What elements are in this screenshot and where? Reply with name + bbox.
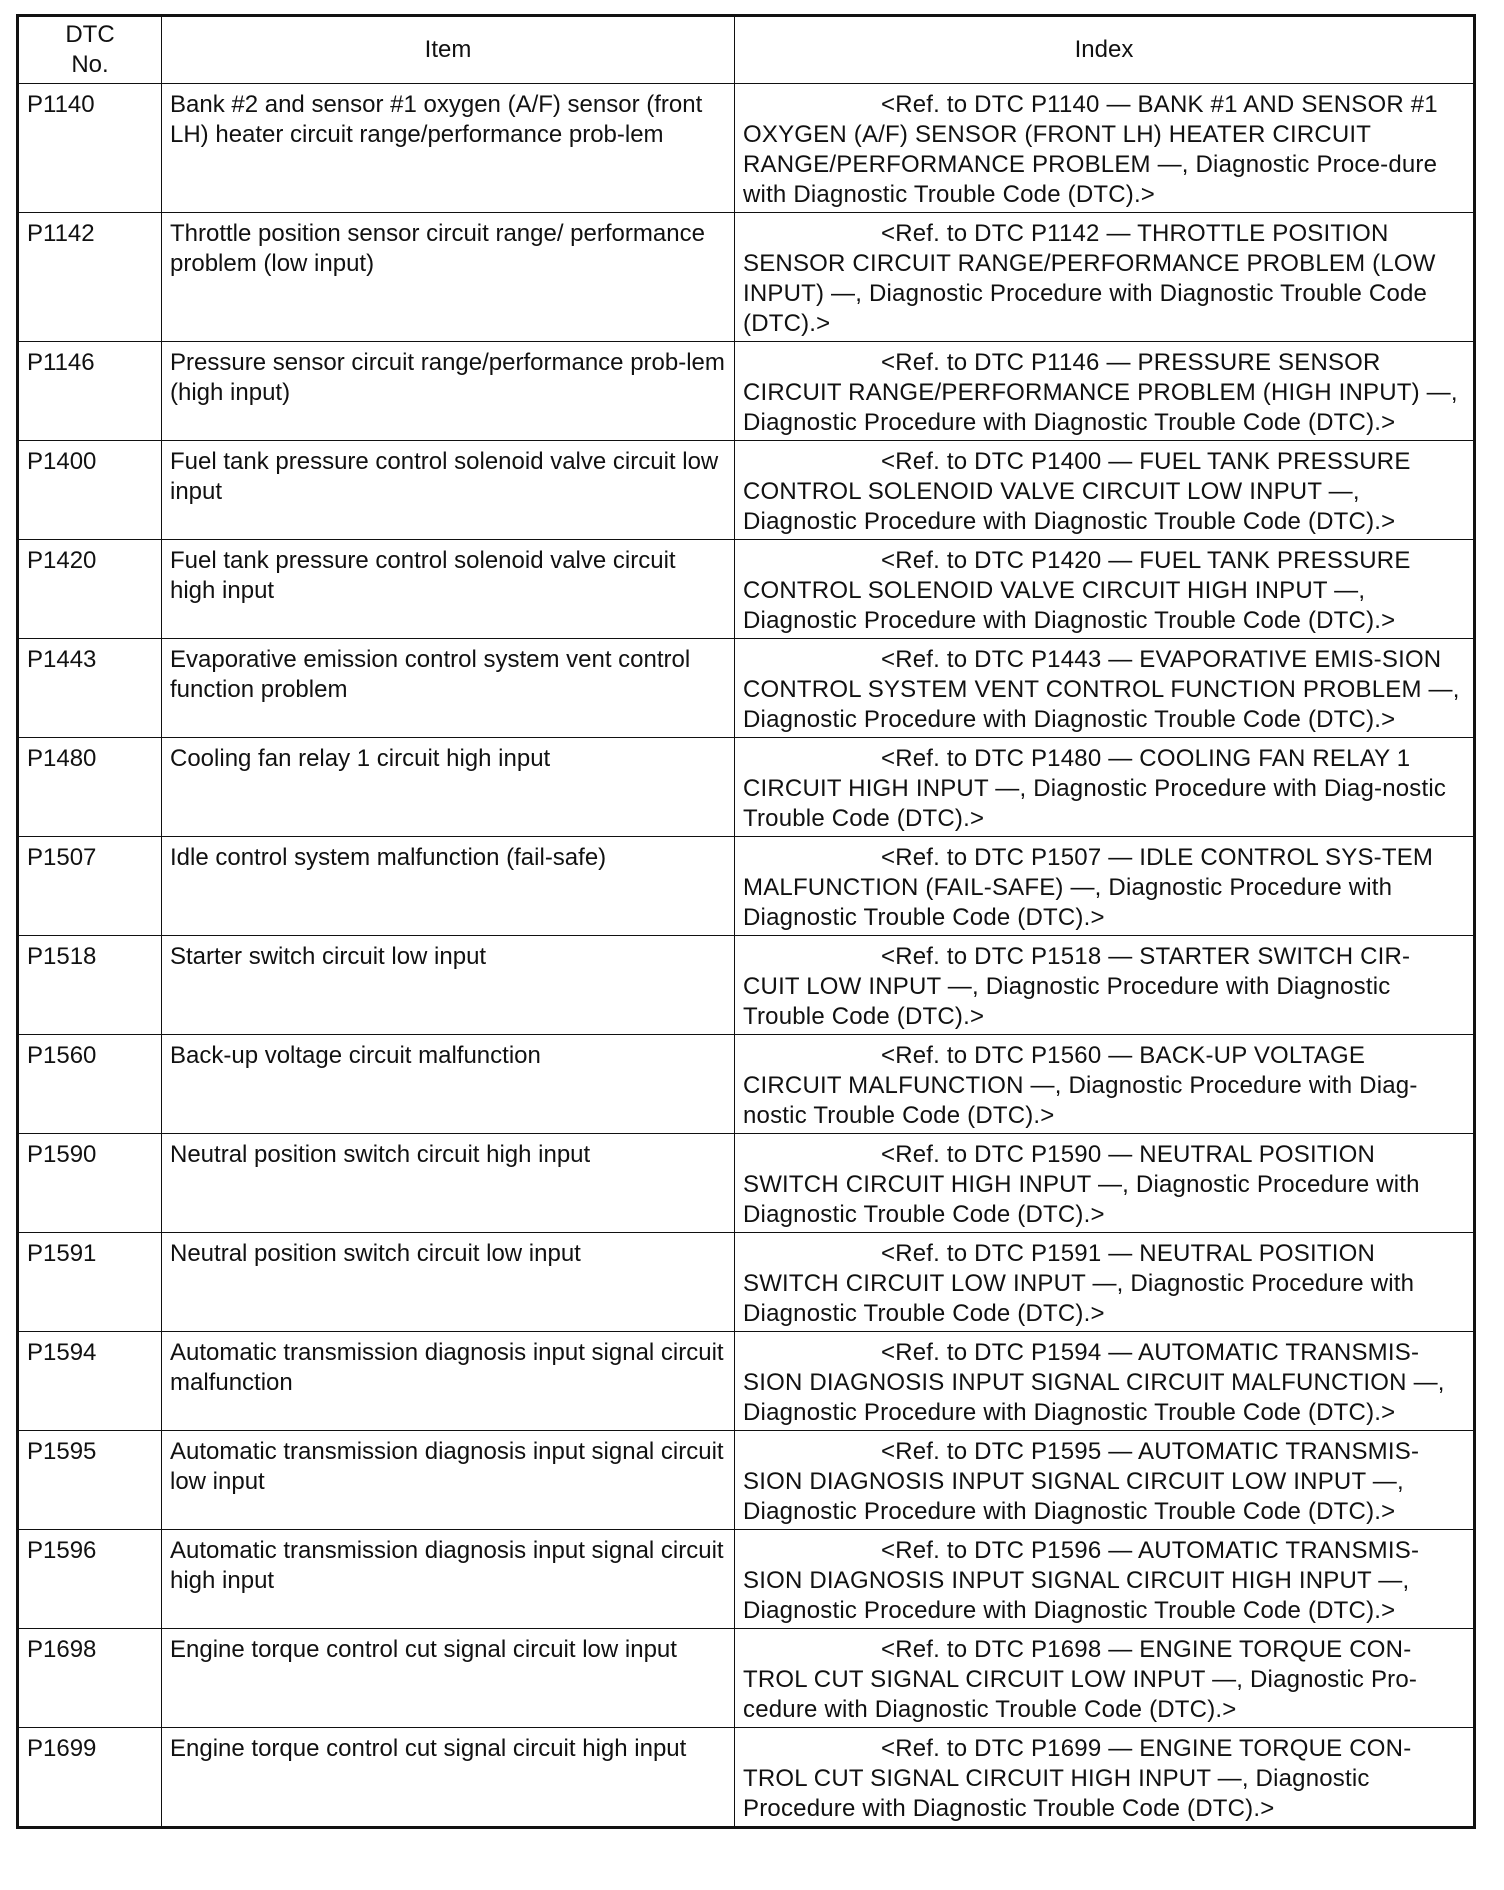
index-reference-cell: <Ref. to DTC P1698 — ENGINE TORQUE CON-TROL CUT SIGNAL CIRCUIT LOW INPUT —, Diagnostic Pro-cedure with Diagnostic Trouble Code (DTC).> <box>735 1629 1475 1728</box>
dtc-code-cell: P1518 <box>18 936 162 1035</box>
table-row <box>18 1233 1475 1332</box>
dtc-code-cell: P1480 <box>18 738 162 837</box>
item-description-cell: Fuel tank pressure control solenoid valve circuit high input <box>162 540 735 639</box>
index-reference-cell: <Ref. to DTC P1595 — AUTOMATIC TRANSMIS-SION DIAGNOSIS INPUT SIGNAL CIRCUIT LOW INPUT —, Diagnostic Procedure with Diagnostic Trouble Code (DTC).> <box>735 1431 1475 1530</box>
index-reference-cell: <Ref. to DTC P1140 — BANK #1 AND SENSOR #1 OXYGEN (A/F) SENSOR (FRONT LH) HEATER CIRCUIT RANGE/PERFORMANCE PROBLEM —, Diagnostic Proce-dure with Diagnostic Trouble Code (DTC).> <box>735 84 1475 213</box>
dtc-code-cell: P1595 <box>18 1431 162 1530</box>
table-row <box>18 1728 1475 1828</box>
index-reference-cell: <Ref. to DTC P1443 — EVAPORATIVE EMIS-SION CONTROL SYSTEM VENT CONTROL FUNCTION PROBLEM —, Diagnostic Procedure with Diagnostic Trouble Code (DTC).> <box>735 639 1475 738</box>
dtc-code-cell: P1594 <box>18 1332 162 1431</box>
item-description-cell: Neutral position switch circuit low input <box>162 1233 735 1332</box>
table-row <box>18 342 1475 441</box>
dtc-code-cell: P1698 <box>18 1629 162 1728</box>
dtc-code-cell: P1699 <box>18 1728 162 1828</box>
table-header <box>18 16 1475 84</box>
item-description-cell: Automatic transmission diagnosis input signal circuit low input <box>162 1431 735 1530</box>
item-description-cell: Fuel tank pressure control solenoid valve circuit low input <box>162 441 735 540</box>
index-reference-cell: <Ref. to DTC P1590 — NEUTRAL POSITION SWITCH CIRCUIT HIGH INPUT —, Diagnostic Procedure with Diagnostic Trouble Code (DTC).> <box>735 1134 1475 1233</box>
table-row <box>18 1431 1475 1530</box>
index-reference-cell: <Ref. to DTC P1480 — COOLING FAN RELAY 1 CIRCUIT HIGH INPUT —, Diagnostic Procedure with Diag-nostic Trouble Code (DTC).> <box>735 738 1475 837</box>
dtc-code-cell: P1560 <box>18 1035 162 1134</box>
table-row <box>18 1629 1475 1728</box>
dtc-code-cell: P1400 <box>18 441 162 540</box>
table-row <box>18 837 1475 936</box>
table-row <box>18 1530 1475 1629</box>
item-description-cell: Engine torque control cut signal circuit high input <box>162 1728 735 1828</box>
dtc-code-cell: P1591 <box>18 1233 162 1332</box>
dtc-code-cell: P1443 <box>18 639 162 738</box>
dtc-code-cell: P1590 <box>18 1134 162 1233</box>
index-reference-cell: <Ref. to DTC P1591 — NEUTRAL POSITION SWITCH CIRCUIT LOW INPUT —, Diagnostic Procedure with Diagnostic Trouble Code (DTC).> <box>735 1233 1475 1332</box>
table-row <box>18 738 1475 837</box>
index-reference-cell: <Ref. to DTC P1594 — AUTOMATIC TRANSMIS-SION DIAGNOSIS INPUT SIGNAL CIRCUIT MALFUNCTION —, Diagnostic Procedure with Diagnostic Trouble Code (DTC).> <box>735 1332 1475 1431</box>
index-reference-cell: <Ref. to DTC P1518 — STARTER SWITCH CIR-CUIT LOW INPUT —, Diagnostic Procedure with Diagnostic Trouble Code (DTC).> <box>735 936 1475 1035</box>
item-description-cell: Neutral position switch circuit high input <box>162 1134 735 1233</box>
item-description-cell: Pressure sensor circuit range/performance prob-lem (high input) <box>162 342 735 441</box>
item-description-cell: Back-up voltage circuit malfunction <box>162 1035 735 1134</box>
index-reference-cell: <Ref. to DTC P1507 — IDLE CONTROL SYS-TEM MALFUNCTION (FAIL-SAFE) —, Diagnostic Procedure with Diagnostic Trouble Code (DTC).> <box>735 837 1475 936</box>
index-reference-cell: <Ref. to DTC P1596 — AUTOMATIC TRANSMIS-SION DIAGNOSIS INPUT SIGNAL CIRCUIT HIGH INPUT —, Diagnostic Procedure with Diagnostic Trouble Code (DTC).> <box>735 1530 1475 1629</box>
item-description-cell: Evaporative emission control system vent control function problem <box>162 639 735 738</box>
header-dtc-line1: DTC <box>65 21 115 48</box>
index-reference-cell: <Ref. to DTC P1142 — THROTTLE POSITION SENSOR CIRCUIT RANGE/PERFORMANCE PROBLEM (LOW INPUT) —, Diagnostic Procedure with Diagnostic Trouble Code (DTC).> <box>735 213 1475 342</box>
item-description-cell: Bank #2 and sensor #1 oxygen (A/F) sensor (front LH) heater circuit range/performance prob-lem <box>162 84 735 213</box>
index-reference-cell: <Ref. to DTC P1146 — PRESSURE SENSOR CIRCUIT RANGE/PERFORMANCE PROBLEM (HIGH INPUT) —, Diagnostic Procedure with Diagnostic Trouble Code (DTC).> <box>735 342 1475 441</box>
table-row <box>18 1035 1475 1134</box>
item-description-cell: Idle control system malfunction (fail-safe) <box>162 837 735 936</box>
dtc-code-cell: P1142 <box>18 213 162 342</box>
header-item: Item <box>162 16 735 84</box>
item-description-cell: Engine torque control cut signal circuit low input <box>162 1629 735 1728</box>
table-row <box>18 1134 1475 1233</box>
header-dtc-line2: No. <box>71 51 109 78</box>
table-row <box>18 1332 1475 1431</box>
dtc-code-cell: P1596 <box>18 1530 162 1629</box>
dtc-table <box>16 14 1476 1829</box>
dtc-code-cell: P1140 <box>18 84 162 213</box>
table-row <box>18 213 1475 342</box>
item-description-cell: Automatic transmission diagnosis input signal circuit malfunction <box>162 1332 735 1431</box>
table-row <box>18 441 1475 540</box>
item-description-cell: Starter switch circuit low input <box>162 936 735 1035</box>
dtc-code-cell: P1146 <box>18 342 162 441</box>
table-row <box>18 540 1475 639</box>
index-reference-cell: <Ref. to DTC P1420 — FUEL TANK PRESSURE CONTROL SOLENOID VALVE CIRCUIT HIGH INPUT —, Diagnostic Procedure with Diagnostic Trouble Code (DTC).> <box>735 540 1475 639</box>
dtc-code-cell: P1507 <box>18 837 162 936</box>
header-dtc-no <box>18 16 162 84</box>
table-row <box>18 936 1475 1035</box>
header-index: Index <box>735 16 1475 84</box>
dtc-code-cell: P1420 <box>18 540 162 639</box>
index-reference-cell: <Ref. to DTC P1560 — BACK-UP VOLTAGE CIRCUIT MALFUNCTION —, Diagnostic Procedure with Diag-nostic Trouble Code (DTC).> <box>735 1035 1475 1134</box>
table-body <box>18 84 1475 1828</box>
item-description-cell: Cooling fan relay 1 circuit high input <box>162 738 735 837</box>
header-row <box>18 16 1475 84</box>
item-description-cell: Throttle position sensor circuit range/ performance problem (low input) <box>162 213 735 342</box>
table-row <box>18 84 1475 213</box>
index-reference-cell: <Ref. to DTC P1400 — FUEL TANK PRESSURE CONTROL SOLENOID VALVE CIRCUIT LOW INPUT —, Diagnostic Procedure with Diagnostic Trouble Code (DTC).> <box>735 441 1475 540</box>
index-reference-cell: <Ref. to DTC P1699 — ENGINE TORQUE CON-TROL CUT SIGNAL CIRCUIT HIGH INPUT —, Diagnostic Procedure with Diagnostic Trouble Code (DTC).> <box>735 1728 1475 1828</box>
item-description-cell: Automatic transmission diagnosis input signal circuit high input <box>162 1530 735 1629</box>
table-row <box>18 639 1475 738</box>
